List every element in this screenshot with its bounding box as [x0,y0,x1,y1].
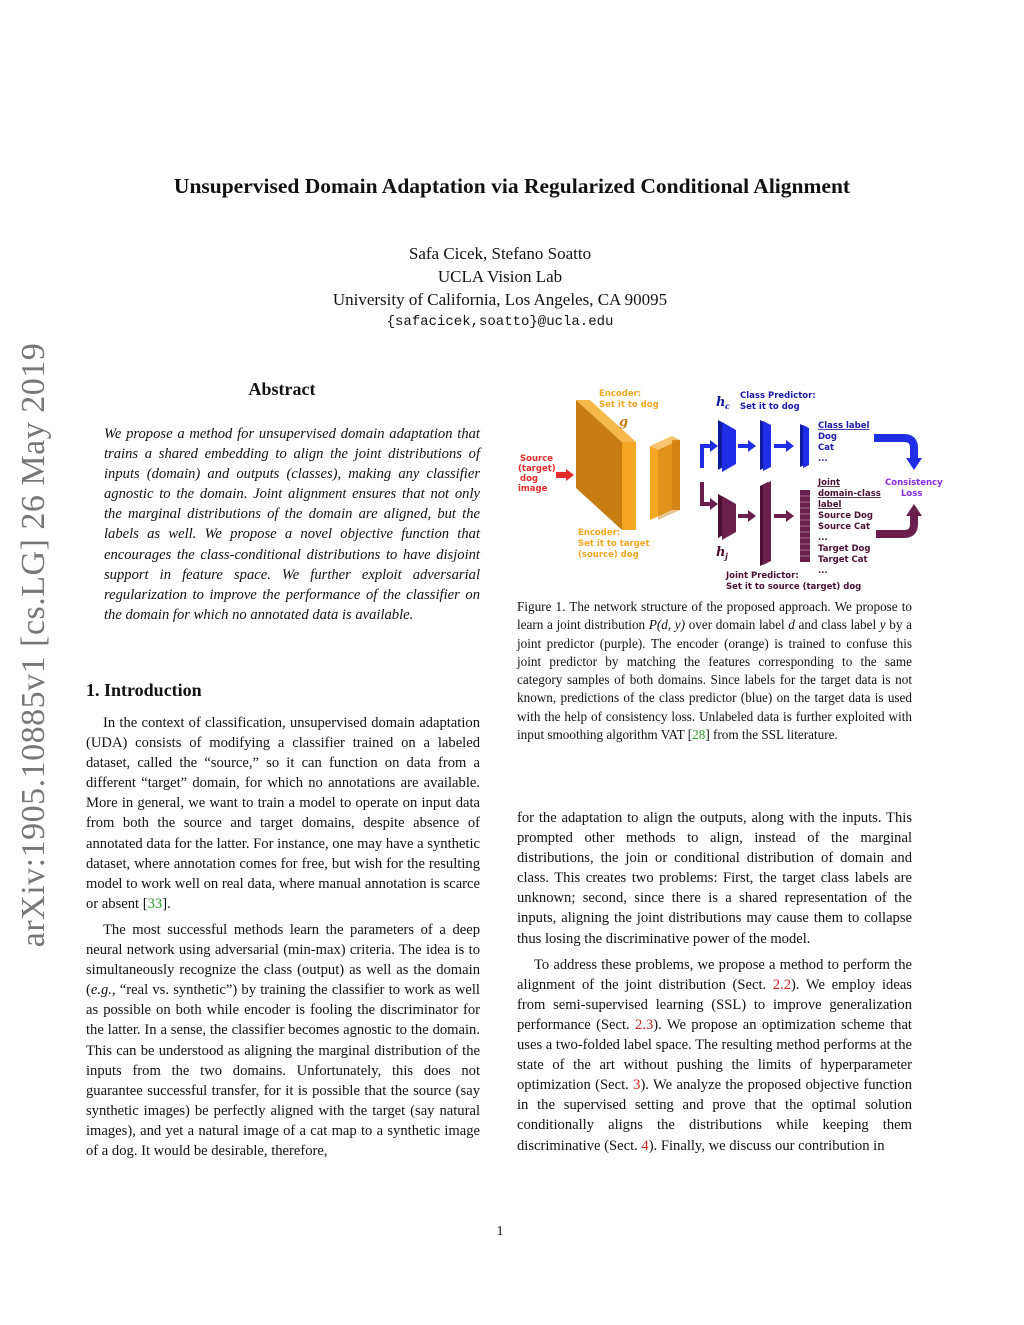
section-link[interactable]: 3 [633,1077,641,1094]
citation-link[interactable]: 33 [147,895,163,912]
joint-label-1: Joint [818,478,841,488]
right-paragraph-2: To address these problems, we propose a method to perform the alignment of the joint distribution (Sect. 2.2). We employ ideas from semi-supervised learning (SSL) to improve generalization performance (Sect. 2.3). We propose an optimization scheme that uses a two-folded label space. The resulting method performs at the state of the art without pushing the limits of hyperparameter optimization (Sect. 3). We analyze the proposed objective function in the supervised setting and prove that the optimal solution conditionally aligns the distributions while keeping them discriminative (Sect. 4). Finally, we discuss our contribution in [517,956,912,1154]
source-label-4: image [518,484,548,494]
intro-body [86,713,480,1167]
source-label-3: dog [520,474,539,484]
encoder-bottom-label-3: (source) dog [578,550,639,560]
hc-symbol: h [716,395,726,410]
consistency-label-1: Consistency [885,478,943,488]
class-label-dog: Dog [818,432,837,442]
encoder-bottom-label-2: Set it to target [578,539,650,549]
joint-source-dog: Source Dog [818,511,873,521]
encoder-bottom-label-1: Encoder: [578,528,621,538]
author-email: {safacicek,soatto}@ucla.edu [386,314,614,330]
figure-caption: Figure 1. The network structure of the proposed approach. We propose to learn a joint distribution P(d, y) over domain label d and class label y by a joint predictor (purple). The encoder (orange) is trained to confuse this joint predictor by matching the features corresponding to the same category samples of both domains. Since labels for the target data is not known, predictions of the class predictor (blue) on the target data is used with the help of consistency loss. Unlabeled data is further exploited with input smoothing algorithm VAT [28] from the SSL literature. [517,599,912,743]
class-label-cat: Cat [818,443,835,453]
joint-predictor-label-2: Set it to source (target) dog [726,582,862,592]
consistency-arrow-blue [874,438,914,460]
svg-text:j: j [725,551,728,561]
joint-source-cat: Source Cat [818,522,871,532]
intro-paragraph-2: The most successful methods learn the parameters of a deep neural network using adversarial (min-max) criteria. The idea is to simultaneously recognize the class (output) as well as the domain (e.g., “real vs. synthetic”) by training the classifier to work as well as possible on both while encoder is fooling the discriminator for the latter. In a sense, the classifier becomes agnostic to the domain. This can be understood as aligning the marginal distribution of the inputs from the two domains. Unfortunately, this does not guarantee successful transfer, for it is possible that the source (say synthetic images) be perfectly aligned with the target (say natural images), and yet a natural image of a cat map to a synthetic image of a dog. It would be desirable, therefore, [86,921,480,1159]
intro-heading: 1. Introduction [86,680,202,700]
source-label-1: Source [520,454,554,464]
joint-label-2: domain-class [818,489,881,499]
hj-symbol: h [716,545,726,560]
author-lab: UCLA Vision Lab [437,267,563,286]
section-link[interactable]: 2.2 [772,976,792,993]
right-paragraph-1: for the adaptation to align the outputs, along with the inputs. This prompted other methods to align, instead of the marginal distributions, the join or conditional distribution of domain and class. This creates two problems: First, the target class labels are unknown; second, since there is a shared representation of the inputs, aligning the joint distributions may cause them to collapse thus losing the discriminative power of the model. [517,810,912,947]
consistency-label-2: Loss [901,489,923,499]
figure-network-diagram [512,382,943,594]
class-label-title: Class label [818,421,870,431]
page-number: 1 [496,1224,504,1239]
arxiv-stamp [8,342,60,948]
encoder-g-symbol: g [619,415,629,430]
author-block [0,242,1000,334]
svg-text:c: c [725,401,730,411]
intro-paragraph-1: In the context of classification, unsupervised domain adaptation (UDA) consists of modifying a classifier trained on a labeled dataset, called the “source,” so it can function on data from a different “target” domain, for which no annotations are available. More in general, we want to train a model to operate on input data from both the source and target domains, despite absence of annotated data for the latter. For instance, one may have a synthetic dataset, where annotation comes for free, but wish for the resulting model to work well on real data, where manual annotation is scarce or absent [33]. [86,715,480,912]
joint-predictor-label-1: Joint Predictor: [726,571,799,581]
joint-label-3: label [818,500,842,510]
abstract-text: We propose a method for unsupervised domain adaptation that trains a shared embedding to align the joint distributions of inputs (domain) and outputs (classes), making any classifier agnostic to the domain. Joint alignment ensures that not only the marginal distributions of the domain are aligned, but the labels as well. We propose a novel objective function that encourages the class-conditional distributions to have disjoint support in feature space. We further exploit adversarial regularization to improve the performance of the classifier on the domain for which no annotated data is available. [104,426,480,623]
encoder-top-label-1: Encoder: [599,389,642,399]
section-link[interactable]: 2.3 [635,1016,654,1033]
class-label-ellipsis: ... [818,454,828,464]
abstract-heading: Abstract [248,379,316,399]
consistency-arrow-purple [876,514,914,534]
joint-ellipsis-1: ... [818,533,828,543]
class-predictor-label-2: Set it to dog [740,402,800,412]
encoder-top-label-2: Set it to dog [599,400,659,410]
class-predictor-label-1: Class Predictor: [740,391,816,401]
source-label-2: (target) [518,464,556,474]
citation-link[interactable]: 28 [692,727,706,743]
joint-target-cat: Target Cat [818,555,868,565]
encoder-block-1-front [622,442,636,530]
joint-ellipsis-2: ... [818,566,828,576]
paper-title: Unsupervised Domain Adaptation via Regularized Conditional Alignment [173,174,851,198]
joint-target-dog: Target Dog [818,544,871,554]
author-affiliation: University of California, Los Angeles, CA 90095 [332,290,668,309]
section-link[interactable]: 4 [641,1137,649,1154]
author-names: Safa Cicek, Stefano Soatto [408,244,592,263]
arxiv-stamp-text: arXiv:1905.10885v1 [cs.LG] 26 May 2019 [15,342,53,948]
input-arrow-head [566,469,574,481]
right-column-body [517,808,912,1162]
